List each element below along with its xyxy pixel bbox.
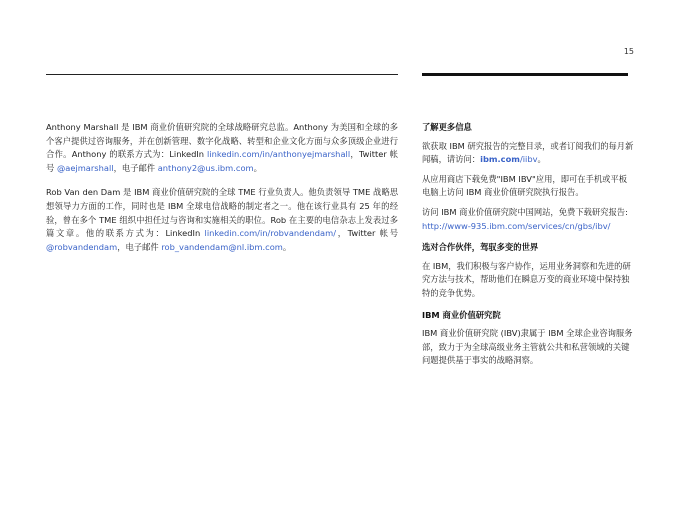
section-partner: [422, 241, 634, 300]
paragraph-text: 。: [537, 154, 546, 165]
email-link-rob[interactable]: rob_vandendam@nl.ibm.com: [161, 241, 283, 252]
page-number: 15: [623, 47, 634, 56]
section-heading: 了解更多信息: [422, 122, 472, 132]
ibv-paragraph: IBM 商业价值研究院 (IBV)隶属于 IBM 全球企业咨询服务部，致力于为全球高级业务主管就公共和私营领域的关键问题提供基于事实的战略洞察。: [422, 328, 633, 366]
twitter-link-rob[interactable]: @robvandendam: [46, 241, 118, 252]
iibv-link[interactable]: /iibv: [519, 154, 538, 165]
bio-text: ，电子邮件: [117, 241, 162, 252]
bio-text: ，Twitter 帐号: [46, 149, 398, 173]
bio-text: 。: [253, 162, 262, 173]
subscribe-paragraph: [422, 140, 634, 167]
section-heading: 选对合作伙伴，驾驭多变的世界: [422, 242, 539, 253]
bio-rob-van-den-dam: [46, 186, 398, 254]
china-site-link[interactable]: http://www-935.ibm.com/services/cn/gbs/ibv/: [422, 220, 611, 231]
right-divider: [422, 73, 628, 76]
bio-anthony-marshall: [46, 121, 398, 175]
sidebar: [422, 121, 634, 376]
china-site-paragraph: [422, 206, 634, 233]
paragraph-text: 欲获取 IBM 研究报告的完整目录，或者订阅我们的每月新闻稿，请访问：: [422, 140, 634, 165]
bio-text: 。: [282, 241, 292, 252]
paragraph-text: 访问 IBM 商业价值研究院中国网站，免费下载研究报告:: [422, 206, 628, 217]
ibm-com-link[interactable]: ibm.com: [480, 154, 520, 165]
author-bios: [46, 121, 398, 265]
left-divider: [46, 74, 398, 75]
bio-text: Rob Van den Dam 是 IBM 商业价值研究院的全球 TME 行业负责人。他负责领导 TME 战略思想领导力方面的工作，同时也是 IBM 全球电信战略的制定者之一。他在该行业具有 25 年的经验，曾在多个 TME 组织中担任过与咨询和实施相关的职位。Rob 在主要的电信杂志上发表过多篇文章。他的联系方式为：LinkedIn: [46, 187, 398, 239]
app-paragraph: 从应用商店下载免费"IBM IBV"应用，即可在手机或平板电脑上访问 IBM 商业价值研究院执行报告。: [422, 173, 628, 198]
twitter-link-anthony[interactable]: @aejmarshall: [56, 162, 114, 173]
bio-text: ，电子邮件: [113, 162, 158, 173]
section-learn-more: [422, 121, 634, 233]
partner-paragraph: 在 IBM，我们积极与客户协作，运用业务洞察和先进的研究方法与技术，帮助他们在瞬息万变的商业环境中保持独特的竞争优势。: [422, 260, 631, 298]
linkedin-link-anthony[interactable]: linkedin.com/in/anthonyejmarshall: [206, 149, 351, 160]
linkedin-link-rob[interactable]: linkedin.com/in/robvandendam/: [204, 228, 337, 239]
email-link-anthony[interactable]: anthony2@us.ibm.com: [157, 162, 254, 173]
section-ibv: [422, 309, 634, 368]
section-heading: IBM 商业价值研究院: [422, 309, 501, 320]
bio-text: ，Twitter 帐号: [336, 228, 398, 239]
bio-text: Anthony Marshall 是 IBM 商业价值研究院的全球战略研究总监。Anthony 为美国和全球的多个客户提供过咨询服务，并在创新管理、数字化战略、转型和企业文化方面与众多顶级企业进行合作。Anthony 的联系方式为：LinkedIn: [46, 122, 398, 160]
